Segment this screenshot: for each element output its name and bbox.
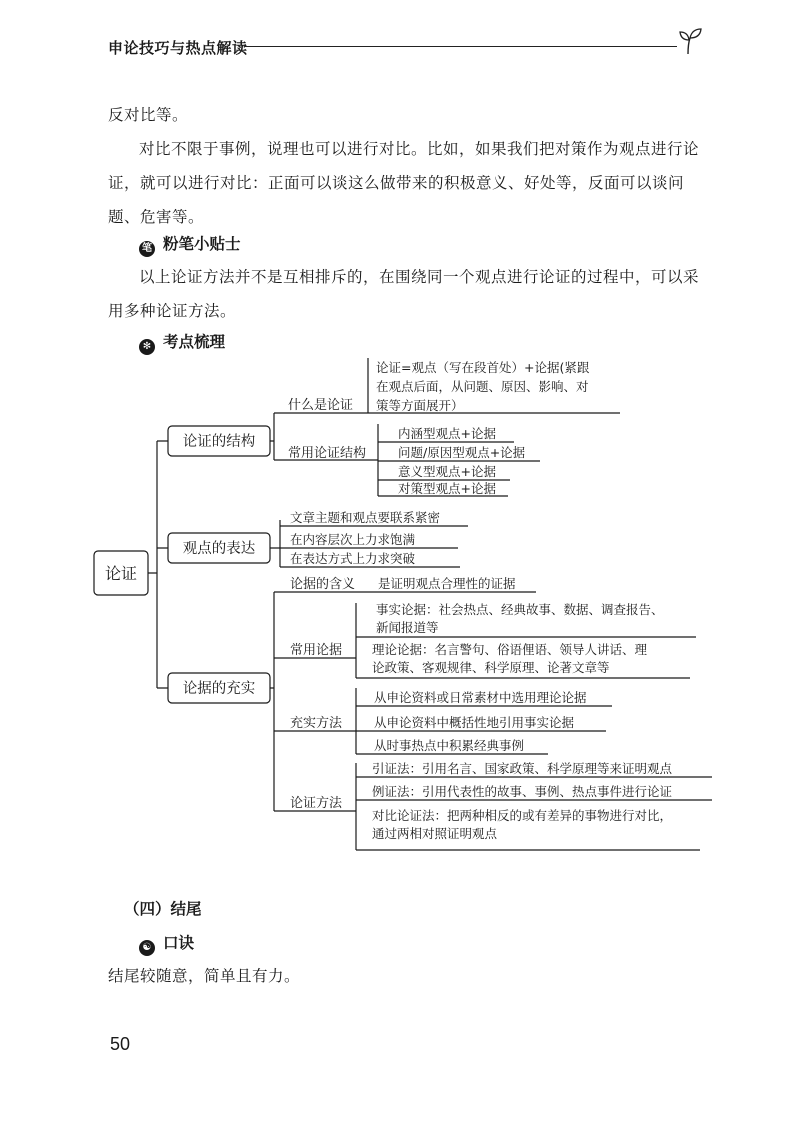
paragraph-ending: 结尾较随意，简单且有力。 <box>108 967 301 985</box>
structure-item-1: 内涵型观点+论据 <box>398 426 496 441</box>
evidence-label: 论据的充实 <box>182 681 256 697</box>
evidence-common: 常用论据 <box>290 643 343 658</box>
method-contrast-1: 对比论证法：把两种相反的或有差异的事物进行对比， <box>372 808 673 823</box>
mindmap-root-label: 论证 <box>104 564 138 583</box>
method-item-1: 引证法：引用名言、国家政策、科学原理等来证明观点 <box>372 761 673 776</box>
theory-evidence-2: 论政策、客观规律、科学原理、论著文章等 <box>372 660 610 675</box>
method-item-2: 例证法：引用代表性的故事、事例、热点事件进行论证 <box>372 784 673 799</box>
viewpoint-item-3: 在表达方式上力求突破 <box>290 551 416 566</box>
mnemonic-heading <box>139 931 194 956</box>
atom-icon: ✻ <box>139 339 155 355</box>
structure-what: 什么是论证 <box>288 398 354 413</box>
viewpoint-item-1: 文章主题和观点要联系紧密 <box>290 510 441 525</box>
structure-item-3: 意义型观点+论据 <box>398 464 496 479</box>
viewpoint-label: 观点的表达 <box>182 541 256 557</box>
structure-what-desc-3: 策等方面展开） <box>376 398 464 413</box>
structure-what-desc-1: 论证=观点（写在段首处）+论据(紧跟 <box>376 360 590 375</box>
page-number: 50 <box>110 1034 131 1054</box>
paragraph-contrast: 对比不限于事例，说理也可以进行对比。比如，如果我们把对策作为观点进行论证，就可以进行对比：正面可以谈这么做带来的积极意义、好处等，反面可以谈问题、危害等。 <box>108 140 700 226</box>
swirl-icon: ☯ <box>139 940 155 956</box>
evidence-methods: 论证方法 <box>290 796 343 811</box>
enrich-item-1: 从申论资料或日常素材中选用理论论据 <box>374 690 587 705</box>
section-heading-ending: （四）结尾 <box>124 900 202 918</box>
enrich-item-3: 从时事热点中积累经典事例 <box>374 738 525 753</box>
paragraph-tips: 以上论证方法并不是互相排斥的，在围绕同一个观点进行论证的过程中，可以采用多种论证方法。 <box>108 268 700 320</box>
theory-evidence-1: 理论论据：名言警句、俗语俚语、领导人讲话、理 <box>372 642 648 657</box>
structure-item-4: 对策型观点+论据 <box>398 481 496 496</box>
viewpoint-item-2: 在内容层次上力求饱满 <box>290 532 416 547</box>
review-heading-label: 考点梳理 <box>163 333 226 351</box>
fact-evidence-1: 事实论据：社会热点、经典故事、数据、调查报告、 <box>376 602 664 617</box>
mnemonic-heading-label: 口诀 <box>163 934 195 952</box>
fact-evidence-2: 新闻报道等 <box>376 620 439 635</box>
structure-label: 论证的结构 <box>182 434 256 450</box>
tips-heading-label: 粉笔小贴士 <box>163 235 241 253</box>
chalk-icon: 笔 <box>139 241 155 257</box>
structure-what-desc-2: 在观点后面，从问题、原因、影响、对 <box>376 379 589 394</box>
structure-item-2: 问题/原因型观点+论据 <box>398 445 526 460</box>
paragraph-continuation: 反对比等。 <box>108 106 189 124</box>
evidence-enrich: 充实方法 <box>290 716 343 731</box>
evidence-meaning: 论据的含义 <box>290 577 356 592</box>
method-contrast-2: 通过两相对照证明观点 <box>372 826 498 841</box>
structure-common: 常用论证结构 <box>288 446 367 461</box>
evidence-meaning-desc: 是证明观点合理性的证据 <box>378 576 516 591</box>
enrich-item-2: 从申论资料中概括性地引用事实论据 <box>374 715 575 730</box>
running-header-title: 申论技巧与热点解读 <box>108 39 248 57</box>
